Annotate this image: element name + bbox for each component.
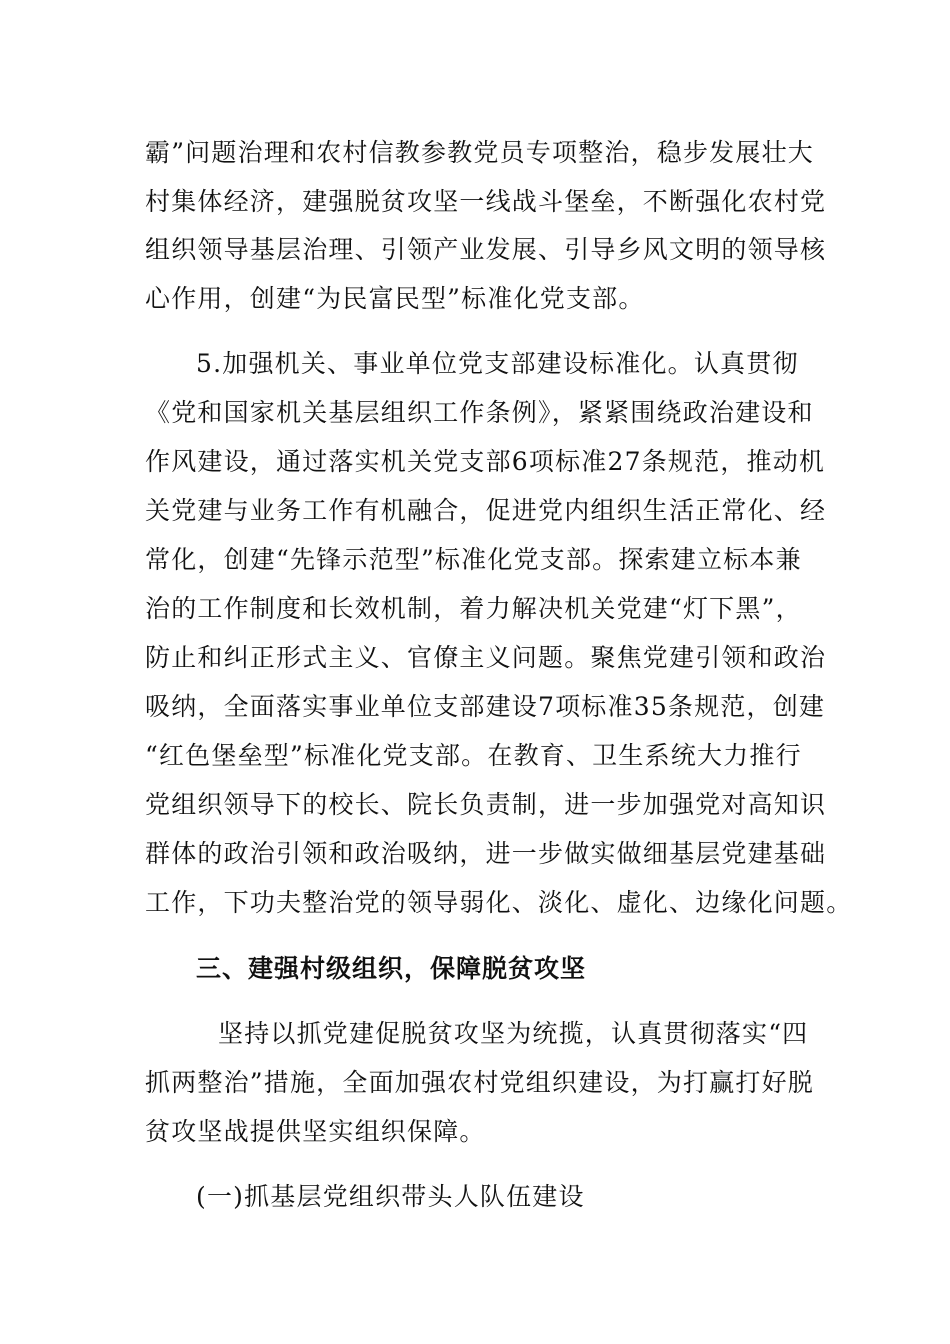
- paragraph-3-line-2: 抓两整治”措施，全面加强农村党组织建设，为打赢打好脱: [145, 1068, 814, 1097]
- paragraph-2-line-10: 党组织领导下的校长、院长负责制，进一步加强党对高知识: [145, 790, 827, 819]
- paragraph-3-line-3: 贫攻坚战提供坚实组织保障。: [145, 1117, 486, 1146]
- paragraph-2-line-12: 工作，下功夫整治党的领导弱化、淡化、虚化、边缘化问题。: [145, 888, 853, 917]
- paragraph-2-line-11: 群体的政治引领和政治吸纳，进一步做实做细基层党建基础: [145, 839, 827, 868]
- paragraph-2-line-2: 《党和国家机关基层组织工作条例》，紧紧围绕政治建设和: [145, 398, 814, 427]
- paragraph-2-line-1: 5.加强机关、事业单位党支部建设标准化。认真贯彻: [196, 349, 799, 378]
- paragraph-1-line-4: 心作用，创建“为民富民型”标准化党支部。: [145, 284, 645, 313]
- paragraph-1-line-1: 霸”问题治理和农村信教参教党员专项整治，稳步发展壮大: [145, 138, 814, 167]
- paragraph-2-line-8: 吸纳，全面落实事业单位支部建设7项标准35条规范，创建: [145, 692, 826, 721]
- paragraph-2-line-6: 治的工作制度和长效机制，着力解决机关党建“灯下黑”，: [145, 594, 802, 623]
- paragraph-2-line-3: 作风建设，通过落实机关党支部6项标准27条规范，推动机: [145, 447, 826, 476]
- paragraph-2-line-7: 防止和纠正形式主义、官僚主义问题。聚焦党建引领和政治: [145, 643, 827, 672]
- paragraph-3-line-1: 坚持以抓党建促脱贫攻坚为统揽，认真贯彻落实“四: [218, 1019, 809, 1048]
- section-heading: 三、建强村级组织，保障脱贫攻坚: [196, 954, 587, 983]
- paragraph-2-line-9: “红色堡垒型”标准化党支部。在教育、卫生系统大力推行: [145, 741, 802, 770]
- paragraph-2-line-4: 关党建与业务工作有机融合，促进党内组织生活正常化、经: [145, 496, 827, 525]
- subheading: (一)抓基层党组织带头人队伍建设: [196, 1182, 585, 1211]
- paragraph-1-line-3: 组织领导基层治理、引领产业发展、引导乡风文明的领导核: [145, 235, 827, 264]
- paragraph-1-line-2: 村集体经济，建强脱贫攻坚一线战斗堡垒，不断强化农村党: [145, 187, 827, 216]
- paragraph-2-line-5: 常化，创建“先锋示范型”标准化党支部。探索建立标本兼: [145, 545, 802, 574]
